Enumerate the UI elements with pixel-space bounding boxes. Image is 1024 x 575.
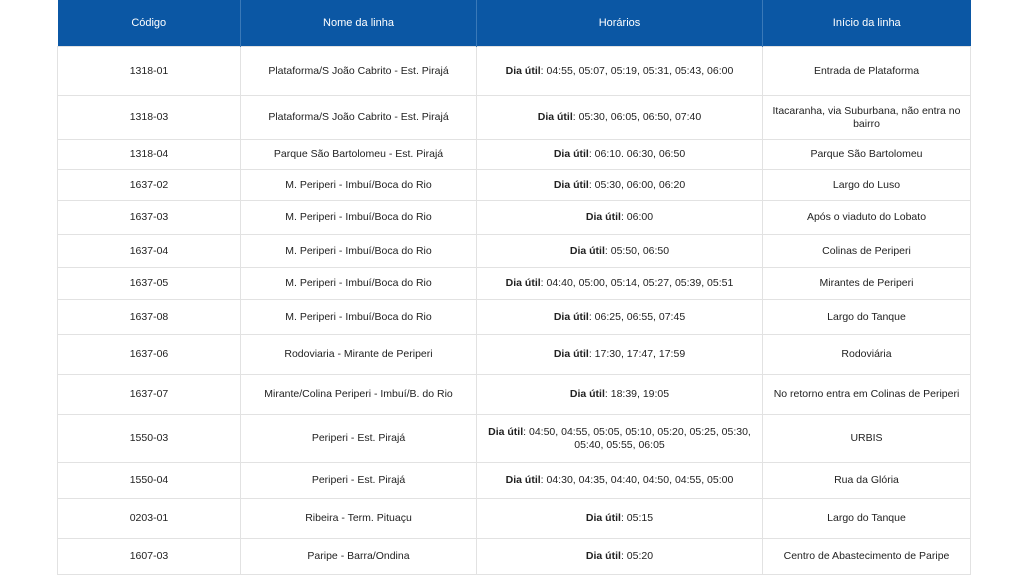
cell-start: Largo do Luso xyxy=(763,170,971,201)
table-row xyxy=(58,335,971,375)
cell-code: 1318-03 xyxy=(58,96,241,140)
cell-times xyxy=(477,539,763,575)
times-list: : 05:15 xyxy=(620,512,654,524)
table-row xyxy=(58,539,971,575)
cell-start: Centro de Abastecimento de Paripe xyxy=(763,539,971,575)
cell-times xyxy=(477,235,763,268)
cell-start: Entrada de Plataforma xyxy=(763,47,971,96)
cell-code: 1637-04 xyxy=(58,235,241,268)
day-label: Dia útil xyxy=(553,348,589,360)
cell-start: Mirantes de Periperi xyxy=(763,268,971,300)
table-header xyxy=(58,0,971,47)
day-label: Dia útil xyxy=(553,178,589,191)
cell-line-name: M. Periperi - Imbuí/Boca do Rio xyxy=(241,300,477,335)
cell-line-name: Paripe - Barra/Ondina xyxy=(241,539,477,575)
times-list: : 17:30, 17:47, 17:59 xyxy=(588,348,686,360)
cell-start: Colinas de Periperi xyxy=(763,235,971,268)
cell-code: 1637-06 xyxy=(58,335,241,375)
table-row xyxy=(58,499,971,539)
day-label: Dia útil xyxy=(488,425,524,438)
cell-times xyxy=(477,300,763,335)
header-line-name: Nome da linha xyxy=(241,0,477,47)
day-label: Dia útil xyxy=(553,148,589,160)
cell-start: No retorno entra em Colinas de Periperi xyxy=(763,375,971,415)
times-list: : 05:20 xyxy=(620,550,654,562)
times-list: : 06:00 xyxy=(620,211,654,223)
day-label: Dia útil xyxy=(585,211,621,223)
cell-line-name: Plataforma/S João Cabrito - Est. Pirajá xyxy=(241,96,477,140)
times-list: : 18:39, 19:05 xyxy=(604,388,670,400)
table-row xyxy=(58,300,971,335)
day-label: Dia útil xyxy=(569,388,605,400)
cell-start: Parque São Bartolomeu xyxy=(763,140,971,170)
times-list: : 05:30, 06:00, 06:20 xyxy=(588,178,686,191)
cell-line-name: Plataforma/S João Cabrito - Est. Pirajá xyxy=(241,47,477,96)
cell-times xyxy=(477,201,763,235)
cell-start: Após o viaduto do Lobato xyxy=(763,201,971,235)
header-code: Código xyxy=(58,0,241,47)
bus-schedule-table xyxy=(57,0,971,575)
cell-times xyxy=(477,415,763,463)
day-label: Dia útil xyxy=(537,111,573,123)
cell-line-name: Periperi - Est. Pirajá xyxy=(241,415,477,463)
cell-code: 1607-03 xyxy=(58,539,241,575)
cell-times xyxy=(477,140,763,170)
cell-line-name: M. Periperi - Imbuí/Boca do Rio xyxy=(241,170,477,201)
cell-times xyxy=(477,499,763,539)
cell-code: 1318-04 xyxy=(58,140,241,170)
cell-line-name: Parque São Bartolomeu - Est. Pirajá xyxy=(241,140,477,170)
times-list: : 04:55, 05:07, 05:19, 05:31, 05:43, 06:00 xyxy=(540,64,734,77)
times-list: : 05:50, 06:50 xyxy=(604,244,670,257)
day-label: Dia útil xyxy=(505,277,541,289)
times-list: : 04:50, 04:55, 05:05, 05:10, 05:20, 05:25, 05:30, 05:40, 05:55, 06:05 xyxy=(523,425,751,451)
table-row xyxy=(58,268,971,300)
header-times: Horários xyxy=(477,0,763,47)
cell-start: Largo do Tanque xyxy=(763,499,971,539)
cell-start: URBIS xyxy=(763,415,971,463)
schedule-table-wrapper xyxy=(57,0,970,575)
day-label: Dia útil xyxy=(505,64,541,77)
times-list: : 04:30, 04:35, 04:40, 04:50, 04:55, 05:00 xyxy=(540,474,734,486)
cell-line-name: Periperi - Est. Pirajá xyxy=(241,463,477,499)
cell-line-name: Mirante/Colina Periperi - Imbuí/B. do Rio xyxy=(241,375,477,415)
header-row xyxy=(58,0,971,47)
table-row xyxy=(58,201,971,235)
table-row xyxy=(58,415,971,463)
day-label: Dia útil xyxy=(585,512,621,524)
cell-code: 1550-03 xyxy=(58,415,241,463)
times-list: : 06:25, 06:55, 07:45 xyxy=(588,310,686,323)
cell-times xyxy=(477,375,763,415)
cell-times xyxy=(477,268,763,300)
cell-code: 1637-03 xyxy=(58,201,241,235)
cell-line-name: Rodoviaria - Mirante de Periperi xyxy=(241,335,477,375)
table-row xyxy=(58,47,971,96)
day-label: Dia útil xyxy=(505,474,541,486)
times-list: : 04:40, 05:00, 05:14, 05:27, 05:39, 05:51 xyxy=(540,277,734,289)
cell-start: Itacaranha, via Suburbana, não entra no bairro xyxy=(763,96,971,140)
cell-line-name: Ribeira - Term. Pituaçu xyxy=(241,499,477,539)
cell-code: 1318-01 xyxy=(58,47,241,96)
cell-code: 1637-05 xyxy=(58,268,241,300)
table-body xyxy=(58,47,971,575)
cell-times xyxy=(477,96,763,140)
table-row xyxy=(58,463,971,499)
cell-times xyxy=(477,47,763,96)
table-row xyxy=(58,170,971,201)
day-label: Dia útil xyxy=(585,550,621,562)
cell-times xyxy=(477,335,763,375)
table-row xyxy=(58,375,971,415)
cell-code: 0203-01 xyxy=(58,499,241,539)
cell-start: Largo do Tanque xyxy=(763,300,971,335)
table-row xyxy=(58,140,971,170)
times-list: : 06:10. 06:30, 06:50 xyxy=(588,148,686,160)
cell-code: 1637-08 xyxy=(58,300,241,335)
table-row xyxy=(58,96,971,140)
cell-code: 1550-04 xyxy=(58,463,241,499)
times-list: : 05:30, 06:05, 06:50, 07:40 xyxy=(572,111,702,123)
header-start: Início da linha xyxy=(763,0,971,47)
day-label: Dia útil xyxy=(569,244,605,257)
cell-start: Rodoviária xyxy=(763,335,971,375)
cell-line-name: M. Periperi - Imbuí/Boca do Rio xyxy=(241,268,477,300)
cell-line-name: M. Periperi - Imbuí/Boca do Rio xyxy=(241,201,477,235)
cell-code: 1637-02 xyxy=(58,170,241,201)
cell-start: Rua da Glória xyxy=(763,463,971,499)
cell-code: 1637-07 xyxy=(58,375,241,415)
cell-times xyxy=(477,463,763,499)
table-row xyxy=(58,235,971,268)
cell-times xyxy=(477,170,763,201)
day-label: Dia útil xyxy=(553,310,589,323)
cell-line-name: M. Periperi - Imbuí/Boca do Rio xyxy=(241,235,477,268)
